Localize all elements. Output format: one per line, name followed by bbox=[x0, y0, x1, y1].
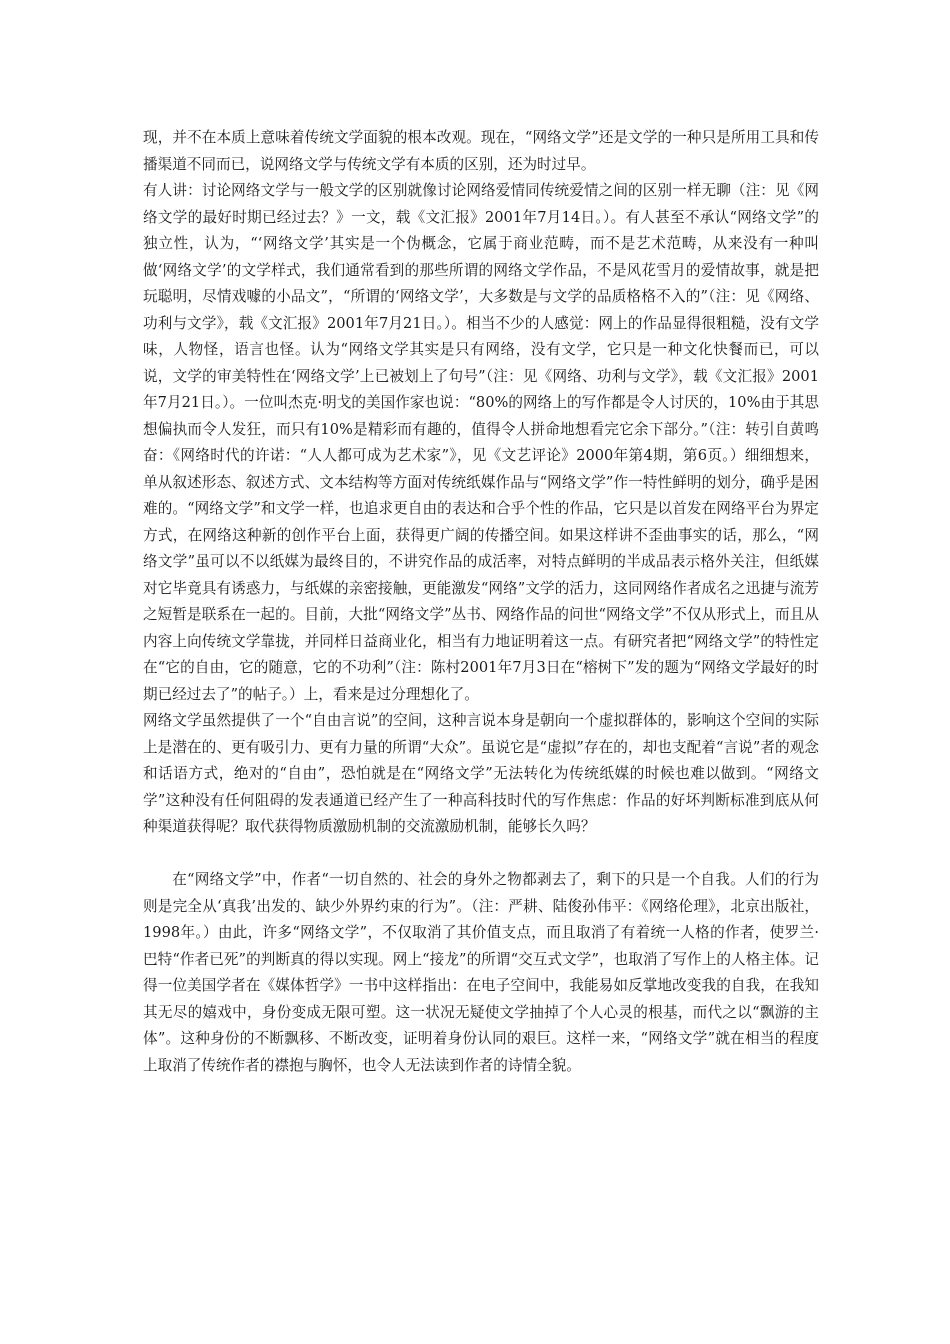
paragraph-gap bbox=[143, 841, 819, 868]
paragraph-free-speech-space: 网络文学虽然提供了一个“自由言说”的空间，这种言说本身是朝向一个虚拟群体的，影响这个空间的实际上是潜在的、更有吸引力、更有力量的所谓“大众”。虽说它是“虚拟”存在的，却也支配着“言说”者的观念和话语方式，绝对的“自由”，恐怕就是在“网络文学”无法转化为传统纸媒的时候也难以做到。“网络文学”这种没有任何阻碍的发表通道已经产生了一种高科技时代的写作焦虑：作品的好坏判断标准到底从何种渠道获得呢？取代获得物质激励机制的交流激励机制，能够长久吗？ bbox=[143, 712, 819, 835]
body-text bbox=[143, 125, 819, 1079]
paragraph-views-on-network-literature: 有人讲：讨论网络文学与一般文学的区别就像讨论网络爱情同传统爱情之间的区别一样无聊（注：见《网络文学的最好时期已经过去？》一文，载《文汇报》2001年7月14日。）。有人甚至不承认“网络文学”的独立性，认为，“‘网络文学’其实是一个伪概念，它属于商业范畴，而不是艺术范畴，从来没有一种叫做‘网络文学’的文学样式，我们通常看到的那些所谓的网络文学作品，不是风花雪月的爱情故事，就是把玩聪明，尽情戏噱的小品文”，“所谓的‘网络文学’，大多数是与文学的品质格格不入的”（注：见《网络、功利与文学》，载《文汇报》2001年7月21日。）。相当不少的人感觉：网上的作品显得很粗糙，没有文学味，人物怪，语言也怪。认为“网络文学其实是只有网络，没有文学，它只是一种文化快餐而已，可以说，文学的审美特性在‘网络文学’上已被划上了句号”（注：见《网络、功利与文学》，载《文汇报》2001年7月21日。）。一位叫杰克·明戈的美国作家也说：“80%的网络上的写作都是令人讨厌的，10%由于其思想偏执而令人发狂，而只有10%是精彩而有趣的，值得令人拼命地想看完它余下部分。”（注：转引自黄鸣奋：《网络时代的许诺：“人人都可成为艺术家”》，见《文艺评论》2000年第4期，第6页。）细细想来，单从叙述形态、叙述方式、文本结构等方面对传统纸媒作品与“网络文学”作一特性鲜明的划分，确乎是困难的。“网络文学”和文学一样，也追求更自由的表达和合乎个性的作品，它只是以首发在网络平台为界定方式，在网络这种新的创作平台上面，获得更广阔的传播空间。如果这样讲不歪曲事实的话，那么，“网络文学”虽可以不以纸媒为最终目的，不讲究作品的成活率，对特点鲜明的半成品表示格外关注，但纸媒对它毕竟具有诱惑力，与纸媒的亲密接触，更能激发“网络”文学的活力，这同网络作者成名之迅捷与流芳之短暂是联系在一起的。目前，大批“网络文学”丛书、网络作品的问世“网络文学”不仅从形式上，而且从内容上向传统文学靠拢，并同样日益商业化，相当有力地证明着这一点。有研究者把“网络文学”的特性定在“它的自由，它的随意，它的不功利”（注：陈村2001年7月3日在“榕树下”发的题为“网络文学最好的时期已经过去了”的帖子。）上，看来是过分理想化了。 bbox=[143, 182, 819, 703]
paragraph-continuation: 现，并不在本质上意味着传统文学面貌的根本改观。现在，“网络文学”还是文学的一种只是所用工具和传播渠道不同而已，说网络文学与传统文学有本质的区别，还为时过早。 bbox=[143, 129, 819, 173]
paragraph-author-identity: 在“网络文学”中，作者“一切自然的、社会的身外之物都剥去了，剩下的只是一个自我。人们的行为则是完全从‘真我’出发的、缺少外界约束的行为”。（注：严耕、陆俊孙伟平：《网络伦理》，北京出版社，1998年。）由此，许多“网络文学”，不仅取消了其价值支点，而且取消了有着统一人格的作者，使罗兰·巴特“作者已死”的判断真的得以实现。网上“接龙”的所谓“交互式文学”，也取消了写作上的人格主体。记得一位美国学者在《媒体哲学》一书中这样指出：在电子空间中，我能易如反掌地改变我的自我，在我知其无尽的嬉戏中，身份变成无限可塑。这一状况无疑使文学抽掉了个人心灵的根基，而代之以“飘游的主体”。这种身份的不断飘移、不断改变，证明着身份认同的艰巨。这样一来，“网络文学”就在相当的程度上取消了传统作者的襟抱与胸怀，也令人无法读到作者的诗情全貌。 bbox=[143, 871, 819, 1074]
